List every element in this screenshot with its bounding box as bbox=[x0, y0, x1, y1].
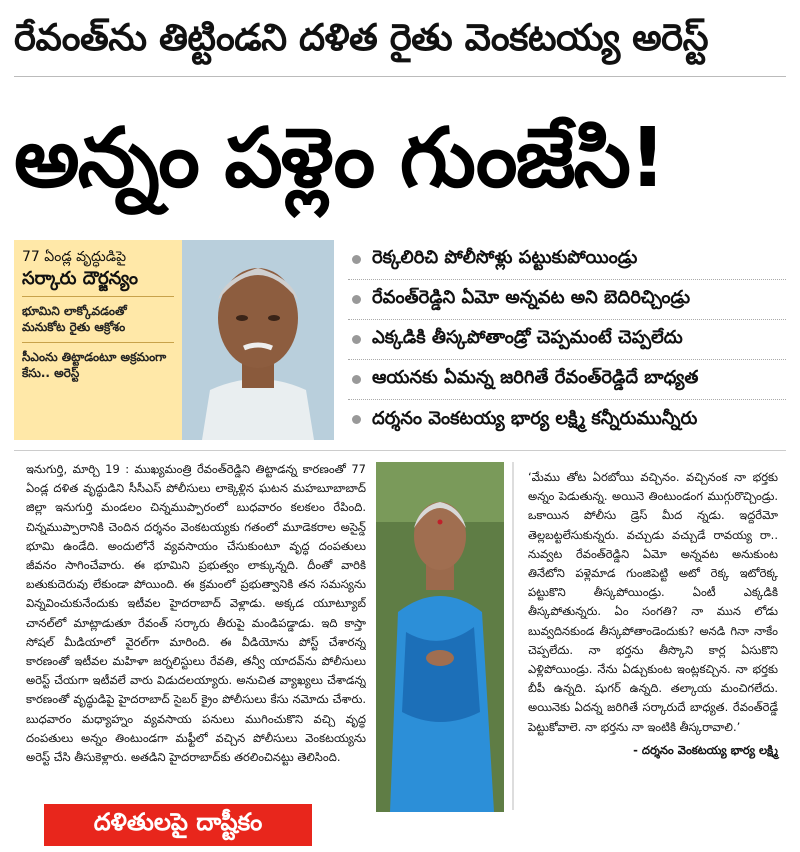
info-line-age: 77 ఏండ్ల వృద్ధుడిపై bbox=[22, 249, 127, 265]
bullet-item bbox=[348, 320, 786, 360]
info-line-title: సర్కారు దౌర్జన్యం bbox=[22, 267, 139, 289]
bullet-list bbox=[348, 240, 786, 440]
bullet-text: ఎక్కడికి తీస్కపోతాండ్రో చెప్పమంటే చెప్పలేదు bbox=[372, 327, 683, 348]
info-divider bbox=[22, 342, 174, 343]
bullet-item bbox=[348, 240, 786, 280]
bullet-dot-icon bbox=[352, 375, 361, 384]
main-headline: అన్నం పళ్లెం గుంజేసి! bbox=[14, 111, 665, 206]
farmer-portrait-illustration bbox=[182, 240, 334, 440]
info-line-case: సీఎంను తిట్టాడంటూ అక్రమంగా కేసు.. అరెస్ట్ bbox=[22, 349, 167, 380]
article-body: ఇనుగుర్తి, మార్చి 19 : ముఖ్యమంత్రి రేవంత్‌రెడ్డిని తిట్టాడన్న కారణంతో 77 ఏండ్ల దళిత వృద్ధుడిని సీసీఎస్ పోలీసులు లాక్కెళ్లిన ఘటన మహబూబాబాద్ జిల్లా ఇనుగుర్తి మండలం చిన్నముప్పారంలో బుధవారం కలకలం రేపింది. చిన్నముప్పారానికి చెందిన దర్శనం వెంకటయ్యకు గతంలో మూడెకరాల అసైన్డ్ భూమి ఉండేది. అందులోనే వ్యవసాయం చేసుకుంటూ వృద్ధ దంపతులు జీవనం సాగించేవారు. ఈ భూమిని ప్రభుత్వం లాక్కున్నది. దీంతో వారికి బతుకుదెరువు లేకుండా పోయింది. ఈ క్రమంలో ప్రభుత్వానికి తన సమస్యను విన్నవించుకునేందుకు ఇటీవల హైదరాబాద్ వెళ్లాడు. అక్కడ యూట్యూబ్ చానల్‌లో మాట్లాడుతూ రేవంత్ సర్కారు తీరుపై మండిపడ్డాడు. ఇది కాస్తా సోషల్ మీడియాలో వైరల్‌గా మారింది. ఈ వీడియోను పోస్ట్ చేశారన్న కారణంతో ఇటీవల మహిళా జర్నలిస్టులు రేవతి, తన్వీ యాదవ్‌ను పోలీసులు అరెస్ట్ చేయగా ఇటీవలే వారు విడుదలయ్యారు. అనుచిత వ్యాఖ్యలు చేశాడన్న కారణంతో వృద్ధుడిపై హైదరాబాద్ సైబర్ క్రైం పోలీసులు కేసు నమోదు చేశారు. బుధవారం మధ్యాహ్నం వ్యవసాయ పనులు ముగించుకొని వచ్చి వృద్ధ దంపతులు అన్నం తింటుండగా మఫ్టీలో వచ్చిన పోలీసులు వెంకటయ్యను అరెస్ట్ చేసి తీసుకెళ్లారు. అతడిని హైదరాబాద్‌కు తరలించినట్టు తెలిసింది. bbox=[26, 462, 366, 765]
kicker-headline: రేవంత్‌ను తిట్టిండని దళిత రైతు వెంకటయ్య అరెస్ట్ bbox=[14, 16, 709, 59]
bullet-text: దర్శనం వెంకటయ్య భార్య లక్ష్మి కన్నీరుమున్నీరు bbox=[372, 407, 698, 429]
bullet-dot-icon bbox=[352, 335, 361, 344]
quote-box bbox=[512, 462, 786, 810]
info-box bbox=[14, 240, 182, 440]
info-divider bbox=[22, 296, 174, 297]
wife-photo bbox=[376, 462, 504, 812]
bullet-text: రెక్కలిరిచి పోలీసోళ్లు పట్టుకుపోయిండ్రు bbox=[372, 247, 638, 268]
farmer-portrait-photo bbox=[182, 240, 334, 440]
divider bbox=[14, 450, 786, 451]
bullet-dot-icon bbox=[352, 255, 361, 264]
divider bbox=[14, 76, 786, 77]
wife-photo-illustration bbox=[376, 462, 504, 812]
section-tag: దళితులపై దాష్టీకం bbox=[44, 804, 312, 846]
bullet-text: ఆయనకు ఏమన్న జరిగితే రేవంత్‌రెడ్డిదే బాధ్యత bbox=[372, 367, 699, 388]
bullet-dot-icon bbox=[352, 295, 361, 304]
bullet-item bbox=[348, 400, 786, 440]
bullet-item bbox=[348, 360, 786, 400]
bullet-text: రేవంత్‌రెడ్డిని ఏమో అన్నవట అని బెదిరిచ్చిండ్రు bbox=[372, 287, 691, 308]
bullet-item bbox=[348, 280, 786, 320]
info-line-land: భూమిని లాక్కోవడంతో మనుకోట రైతు ఆక్రోశం bbox=[22, 304, 127, 335]
quote-text: ‘మేము తోట ఏరబోయి వచ్చినం. వచ్చినంక నా భర్తకు అన్నం పెడుతున్న. అయినె తింటుండంగ ముగ్గురొచ్చిండ్రు. ఒకాయిన పోలీసు డ్రెస్ మీద న్నడు. ఇద్దరేమో తెల్లబట్టలేసుకున్నరు. వచ్చుడు వచ్చుడే రావయ్య రా.. నువ్వట రేవంత్‌రెడ్డిని ఏమో అన్నవట అనుకుంట తినేటోని పళ్లెమాడ గుంజిపెట్టి అటో రెక్క ఇటోరెక్క పట్టుకొని తీస్కపోయిండ్రు. ఏంటీ ఎక్కడికి తీస్కపోతున్నరు. ఏం సంగతి? నా మున లోడు బువ్వదినకుండ తీస్కపోతాండెందుకు? అనడి గినా నాకేం చెప్పలేదు. నా భర్తను తీస్కొని కార్ల ఏసుకొని ఎళ్లిపోయిండ్రు. నేను ఏడ్చుకుంట ఇంట్లకచ్చిన. నా భర్తకు బీపీ ఉన్నది. షుగర్ ఉన్నది. తల్కాయ మంచిగలేదు. అయినెకు ఏదన్న జరిగితే సర్కారుదే బాధ్యత. రేవంత్‌రెడ్డే పెట్టుకోవాలె. నా భర్తను నా ఇంటికి తీస్కరావాలి.’ bbox=[528, 470, 778, 734]
bullet-dot-icon bbox=[352, 415, 361, 424]
quote-attribution: - దర్శనం వెంకటయ్య భార్య లక్ష్మి bbox=[633, 742, 778, 757]
